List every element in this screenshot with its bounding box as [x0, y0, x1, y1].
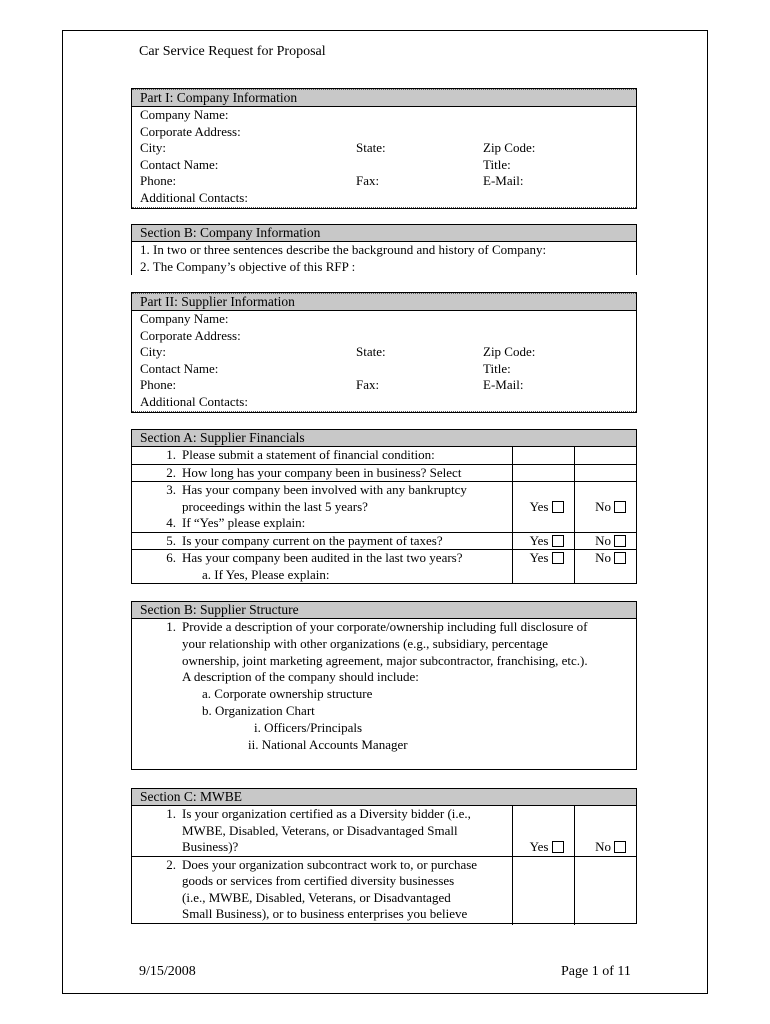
section-c-header: Section C: MWBE: [132, 789, 636, 806]
bankruptcy-no-checkbox[interactable]: [614, 501, 626, 513]
supplier-company-name-label: Company Name:: [140, 311, 229, 326]
mwbe-question-2-cont: goods or services from certified diversity businesses: [182, 873, 455, 888]
supplier-corporate-address-label: Corporate Address:: [140, 327, 241, 343]
part2-header: Part II: Supplier Information: [132, 293, 636, 311]
section-a-header: Section A: Supplier Financials: [132, 430, 636, 447]
zip-label: Zip Code:: [483, 140, 536, 155]
mwbe-question-2: Does your organization subcontract work to, or purchase: [182, 856, 478, 872]
audited-yes-checkbox[interactable]: [552, 552, 564, 564]
audited-no-checkbox[interactable]: [614, 552, 626, 564]
supplier-contact-name-label: Contact Name:: [140, 360, 219, 376]
mwbe-question-1-cont: MWBE, Disabled, Veterans, or Disadvantaged Small: [182, 822, 458, 838]
supplier-fax-label: Fax:: [356, 377, 380, 392]
table-row: [132, 532, 636, 550]
table-row: [132, 806, 636, 856]
document-title: Car Service Request for Proposal: [139, 44, 326, 59]
email-label: E-Mail:: [483, 173, 524, 188]
table-row: [132, 856, 636, 925]
structure-item-i: i. Officers/Principals: [254, 719, 363, 735]
supplier-city-label: City:: [140, 344, 167, 359]
question-number: 5.: [166, 532, 176, 548]
financial-question-3: Has your company been involved with any bankruptcy: [182, 482, 467, 497]
footer-page-number: Page 1 of 11: [561, 964, 631, 979]
supplier-phone-label: Phone:: [140, 377, 177, 392]
table-row: [132, 550, 636, 584]
table-row: [132, 447, 636, 464]
bankruptcy-yes-checkbox[interactable]: [552, 501, 564, 513]
table-row: [132, 464, 636, 482]
title-label: Title:: [483, 156, 511, 172]
question-number: 4.: [166, 515, 176, 530]
financial-question-6: Has your company been audited in the last two years?: [182, 550, 463, 565]
state-label: State:: [356, 140, 386, 155]
question-number: 1.: [166, 806, 176, 821]
structure-item-a: a. Corporate ownership structure: [202, 686, 373, 702]
section-b-supplier-structure: [131, 601, 637, 770]
no-label: No: [595, 550, 611, 565]
mwbe-question-2-cont3: Small Business), or to business enterprises you believe: [182, 906, 468, 921]
corporate-address-label: Corporate Address:: [140, 123, 241, 139]
no-label: No: [595, 839, 611, 854]
supplier-additional-contacts-label: Additional Contacts:: [140, 393, 248, 409]
supplier-title-label: Title:: [483, 360, 511, 376]
yes-label: Yes: [529, 839, 549, 854]
additional-contacts-label: Additional Contacts:: [140, 189, 248, 205]
taxes-no-checkbox[interactable]: [614, 535, 626, 547]
city-label: City:: [140, 140, 167, 155]
yes-label: Yes: [529, 498, 549, 514]
question-number: 2.: [166, 464, 176, 480]
no-label: No: [595, 498, 611, 514]
question-number: 2.: [166, 856, 176, 872]
mwbe-question-2-cont2: (i.e., MWBE, Disabled, Veterans, or Disadvantaged: [182, 889, 451, 905]
financial-question-2: How long has your company been in business? Select: [182, 464, 462, 480]
mwbe-question-1: Is your organization certified as a Diversity bidder (i.e.,: [182, 806, 471, 821]
part1-header: Part I: Company Information: [132, 89, 636, 107]
supplier-state-label: State:: [356, 344, 386, 359]
item-number: 1.: [166, 619, 176, 634]
fax-label: Fax:: [356, 173, 380, 188]
table-row: [132, 482, 636, 533]
part2-supplier-information: [131, 292, 637, 413]
section-b-supplier-header: Section B: Supplier Structure: [132, 602, 636, 619]
mwbe-question-1-cont2: Business)?: [182, 839, 239, 854]
yes-label: Yes: [529, 550, 549, 565]
diversity-no-checkbox[interactable]: [614, 841, 626, 853]
supplier-email-label: E-Mail:: [483, 377, 524, 392]
supplier-zip-label: Zip Code:: [483, 344, 536, 359]
structure-line-1: Provide a description of your corporate/ownership including full disclosure of: [182, 619, 588, 634]
question-number: 3.: [166, 482, 176, 497]
section-c-mwbe: [131, 788, 637, 924]
financial-question-6a: a. If Yes, Please explain:: [202, 566, 330, 582]
company-name-label: Company Name:: [140, 107, 229, 122]
financial-question-3-cont: proceedings within the last 5 years?: [182, 498, 368, 514]
question-number: 6.: [166, 550, 176, 565]
structure-line-3: ownership, joint marketing agreement, major subcontractor, franchising, etc.).: [182, 652, 588, 668]
section-a-supplier-financials: [131, 429, 637, 584]
yes-label: Yes: [529, 532, 549, 548]
section-b-company-information: [131, 224, 637, 275]
footer-date: 9/15/2008: [139, 964, 196, 979]
company-question-1: 1. In two or three sentences describe the background and history of Company:: [140, 242, 547, 257]
financial-question-1: Please submit a statement of financial condition:: [182, 447, 435, 462]
taxes-yes-checkbox[interactable]: [552, 535, 564, 547]
structure-item-b: b. Organization Chart: [202, 702, 315, 718]
section-b-company-header: Section B: Company Information: [132, 225, 636, 242]
contact-name-label: Contact Name:: [140, 156, 219, 172]
financial-question-4: If “Yes” please explain:: [182, 515, 306, 530]
phone-label: Phone:: [140, 173, 177, 188]
question-number: 1.: [166, 447, 176, 462]
structure-line-2: your relationship with other organizations (e.g., subsidiary, percentage: [182, 635, 549, 651]
company-question-2: 2. The Company’s objective of this RFP :: [140, 258, 356, 274]
no-label: No: [595, 532, 611, 548]
diversity-yes-checkbox[interactable]: [552, 841, 564, 853]
part1-company-information: [131, 88, 637, 209]
financial-question-5: Is your company current on the payment of taxes?: [182, 532, 443, 548]
structure-item-ii: ii. National Accounts Manager: [248, 736, 408, 752]
structure-line-4: A description of the company should include:: [182, 669, 419, 685]
